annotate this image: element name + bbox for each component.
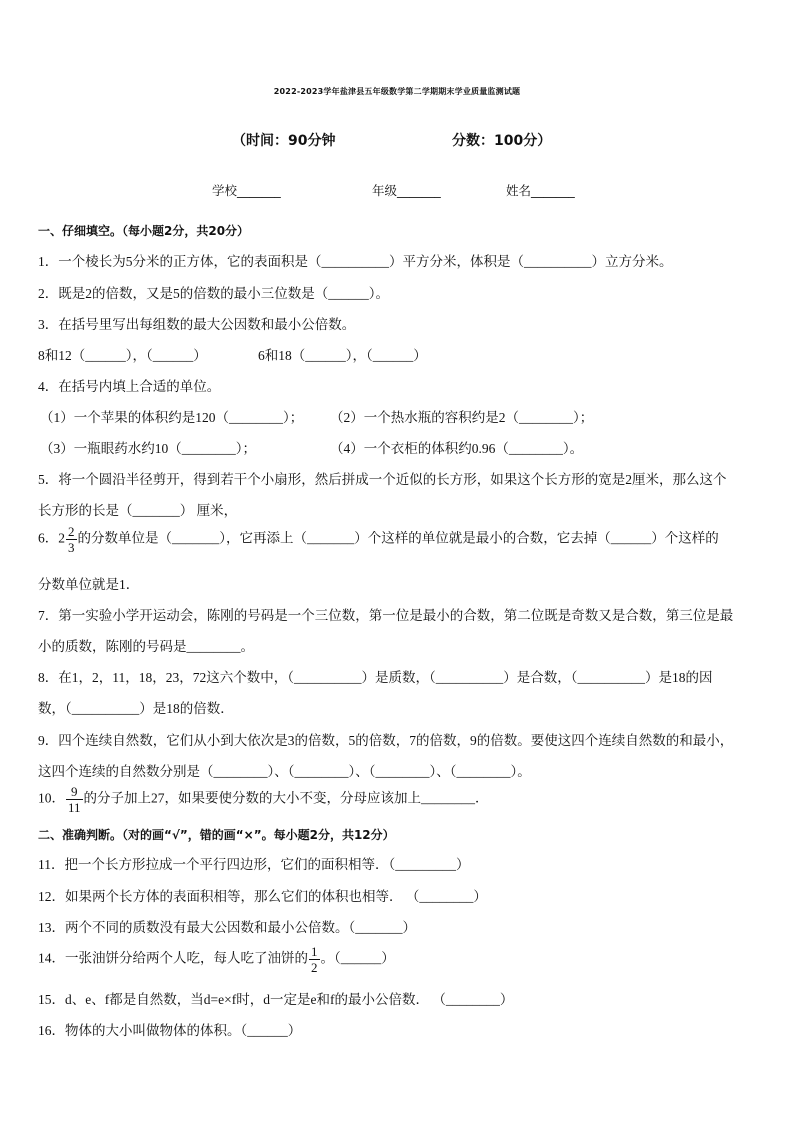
fraction-denominator: 11	[68, 800, 81, 815]
question-14-text: 。（______）	[320, 950, 395, 966]
question-6-line1	[38, 524, 719, 555]
question-4-1: （1）一个苹果的体积约是120（________）；	[40, 410, 304, 425]
question-8-line1: 8．在1，2，11，18，23，72这六个数中，（__________）是质数，（__________）是合数，（__________）是18的因	[38, 670, 713, 685]
question-3b: 6和18（______），（______）	[258, 348, 427, 363]
fraction-numerator: 9	[66, 784, 83, 800]
question-12: 12．如果两个长方体的表面积相等，那么它们的体积也相等． （________）	[38, 889, 487, 904]
fraction-numerator: 1	[311, 944, 318, 959]
question-7-line2: 小的质数，陈刚的号码是________。	[38, 639, 254, 654]
question-6-line2: 分数单位就是1．	[38, 577, 140, 592]
question-13: 13．两个不同的质数没有最大公因数和最小公倍数。（_______）	[38, 920, 416, 935]
question-11: 11．把一个长方形拉成一个平行四边形，它们的面积相等．（_________）	[38, 857, 470, 872]
question-5-line2: 长方形的长是（_______） 厘米，	[38, 503, 238, 518]
question-8-line2: 数，（__________）是18的倍数．	[38, 701, 234, 716]
question-6-prefix: 6．2	[38, 530, 65, 546]
section-true-false: 二、准确判断。（对的画“√”，错的画“×”。每小题2分，共12分）	[38, 828, 395, 842]
fraction-numerator: 2	[68, 524, 75, 539]
question-6-fraction	[66, 524, 77, 555]
exam-score: 分数：100分）	[452, 133, 552, 149]
question-15: 15．d、e、f都是自然数，当d=e×f时，d一定是e和f的最小公倍数． （________）	[38, 992, 514, 1007]
question-6-text: 的分数单位是（_______），它再添上（_______）个这样的单位就是最小的合数，它去掉（______）个这样的	[77, 530, 719, 546]
question-10-prefix: 10．	[38, 790, 65, 806]
name-field: 姓名_______	[506, 183, 575, 198]
question-9-line2: 这四个连续的自然数分别是（________）、（________）、（________）、（________）。	[38, 764, 531, 779]
grade-field: 年级_______	[372, 183, 441, 198]
question-5-line1: 5．将一个圆沿半径剪开，得到若干个小扇形，然后拼成一个近似的长方形，如果这个长方形的宽是2厘米，那么这个	[38, 472, 727, 487]
question-14-prefix: 14．一张油饼分给两个人吃，每人吃了油饼的	[38, 950, 308, 966]
section-fill-blank: 一、仔细填空。（每小题2分，共20分）	[38, 224, 250, 238]
question-14-fraction	[309, 944, 320, 975]
question-10	[38, 784, 489, 815]
question-3: 3．在括号里写出每组数的最大公因数和最小公倍数。	[38, 317, 356, 332]
question-14	[38, 944, 395, 975]
exam-time: （时间：90分钟	[232, 133, 336, 149]
question-10-text: 的分子加上27，如果要使分数的大小不变，分母应该加上________．	[83, 790, 489, 806]
page-title: 2022-2023学年盐津县五年级数学第二学期期末学业质量监测试题	[273, 87, 521, 96]
fraction-denominator: 2	[311, 960, 318, 975]
question-4-4: （4）一个衣柜的体积约0.96（________）。	[330, 441, 584, 456]
question-2: 2．既是2的倍数，又是5的倍数的最小三位数是（______）。	[38, 286, 389, 301]
fraction-denominator: 3	[68, 540, 75, 555]
question-3a: 8和12（______），（______）	[38, 348, 207, 363]
question-1: 1．一个棱长为5分米的正方体，它的表面积是（__________）平方分米，体积是（__________）立方分米。	[38, 254, 673, 269]
question-4: 4．在括号内填上合适的单位。	[38, 379, 221, 394]
question-4-3: （3）一瓶眼药水约10（________）；	[40, 441, 256, 456]
school-field: 学校_______	[212, 183, 281, 198]
question-16: 16．物体的大小叫做物体的体积。（______）	[38, 1023, 302, 1038]
question-9-line1: 9．四个连续自然数，它们从小到大依次是3的倍数，5的倍数，7的倍数，9的倍数。要使这四个连续自然数的和最小，	[38, 733, 734, 748]
question-4-2: （2）一个热水瓶的容积约是2（________）；	[330, 410, 594, 425]
question-7-line1: 7．第一实验小学开运动会，陈刚的号码是一个三位数，第一位是最小的合数，第二位既是奇数又是合数，第三位是最	[38, 608, 734, 623]
question-10-fraction	[66, 784, 83, 815]
